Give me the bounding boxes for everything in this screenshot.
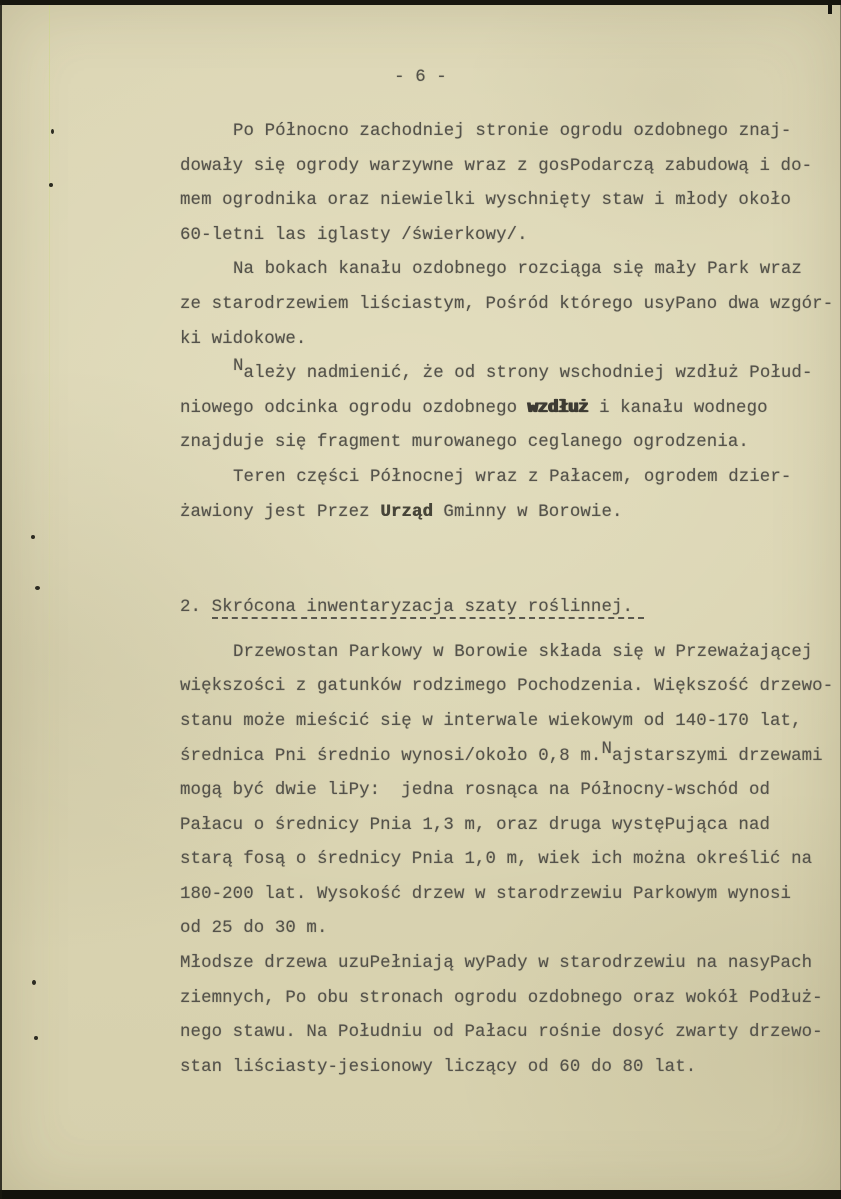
text-line: Po Północno zachodniej stronie ogrodu ozdobnego znaj- xyxy=(233,122,792,141)
paragraph xyxy=(180,253,840,357)
text-line: nego stawu. Na Południu od Pałacu rośnie dosyć zwarty drzewo- xyxy=(180,1023,823,1043)
text-line: Pałacu o średnicy Pnia 1,3 m, oraz druga wystęPująca nad xyxy=(180,815,771,835)
underlined-text: Skrócona inwentaryzacja szaty roślinnej. xyxy=(212,598,644,619)
text-line: Na bokach kanału ozdobnego rozciąga się mały Park wraz xyxy=(233,260,802,280)
text-line: stanu może mieścić się w interwale wiekowym od 140-170 lat, xyxy=(180,711,802,731)
ink-speck xyxy=(32,980,36,985)
text-line: Młodsze drzewa uzuPełniają wyPady w starodrzewiu na nasyPach xyxy=(180,954,813,974)
text-line: znajduje się fragment murowanego ceglanego ogrodzenia. xyxy=(180,433,749,453)
raised-text: N xyxy=(601,739,612,759)
text-line xyxy=(180,496,840,531)
text-segment: Gminny w Borowie. xyxy=(432,502,623,522)
ink-speck xyxy=(49,183,53,187)
paragraph xyxy=(180,357,840,461)
ink-speck xyxy=(34,1036,38,1040)
text-line: większości z gatunków rodzimego Pochodzenia. Większość drzewo- xyxy=(180,677,834,697)
scan-edge-bottom xyxy=(0,1190,841,1199)
text-segment: 2. xyxy=(180,598,212,618)
text-line: ze starodrzewiem liściastym, Pośród którego usyPano dwa wzgór- xyxy=(180,294,834,314)
ink-speck xyxy=(35,586,40,590)
text-line: mem ogrodnika oraz niewielki wyschnięty staw i młody około xyxy=(180,191,792,211)
text-line: starą fosą o średnicy Pnia 1,0 m, wiek ich można określić na xyxy=(180,850,813,870)
text-segment: ależy nadmienić, że od strony wschodniej wzdłuż Połud- xyxy=(243,364,813,384)
document-text xyxy=(180,115,840,1085)
scan-notch xyxy=(828,4,832,14)
paragraph xyxy=(180,636,840,947)
text-line xyxy=(180,392,840,427)
text-line: ki widokowe. xyxy=(180,329,307,349)
text-line xyxy=(180,740,840,775)
ink-speck xyxy=(31,535,35,539)
ink-speck xyxy=(51,129,54,134)
text-line: dowały się ogrody warzywne wraz z gosPodarczą zabudową i do- xyxy=(180,156,813,176)
text-line: ziemnych, Po obu stronach ogrodu ozdobnego oraz wokół Podłuż- xyxy=(180,988,823,1008)
text-segment: i kanału wodnego xyxy=(588,398,768,418)
text-line: 180-200 lat. Wysokość drzew w starodrzewiu Parkowym wynosi xyxy=(180,884,792,904)
text-segment: żawiony jest Przez xyxy=(180,502,381,522)
text-line: 60-letni las iglasty /świerkowy/. xyxy=(180,225,528,245)
text-line xyxy=(180,357,840,392)
text-segment: średnica Pni średnio wynosi/około 0,8 m. xyxy=(180,746,602,766)
text-segment: ajstarszymi drzewami xyxy=(612,746,823,766)
paragraph xyxy=(180,947,840,1085)
paragraph xyxy=(180,461,840,530)
page-number: - 6 - xyxy=(394,68,447,87)
text-line: od 25 do 30 m. xyxy=(180,919,328,939)
section-heading xyxy=(180,591,840,626)
text-line: stan liściasty-jesionowy liczący od 60 do 80 lat. xyxy=(180,1057,697,1077)
text-segment: niowego odcinka ogrodu ozdobnego xyxy=(180,398,528,418)
scan-edge-top xyxy=(0,0,841,5)
overstruck-text: wzdłuż xyxy=(527,398,589,418)
raised-text: N xyxy=(233,357,244,377)
scan-edge-left xyxy=(0,0,2,1199)
text-line: Teren części Północnej wraz z Pałacem, ogrodem dzier- xyxy=(233,467,792,487)
text-line xyxy=(180,591,840,626)
bold-ink-text: Urząd xyxy=(380,502,433,522)
text-line: Drzewostan Parkowy w Borowie składa się w Przeważającej xyxy=(233,642,813,662)
text-line: mogą być dwie liPy: jedna rosnąca na Północny-wschód od xyxy=(180,781,771,801)
paragraph xyxy=(180,115,840,253)
